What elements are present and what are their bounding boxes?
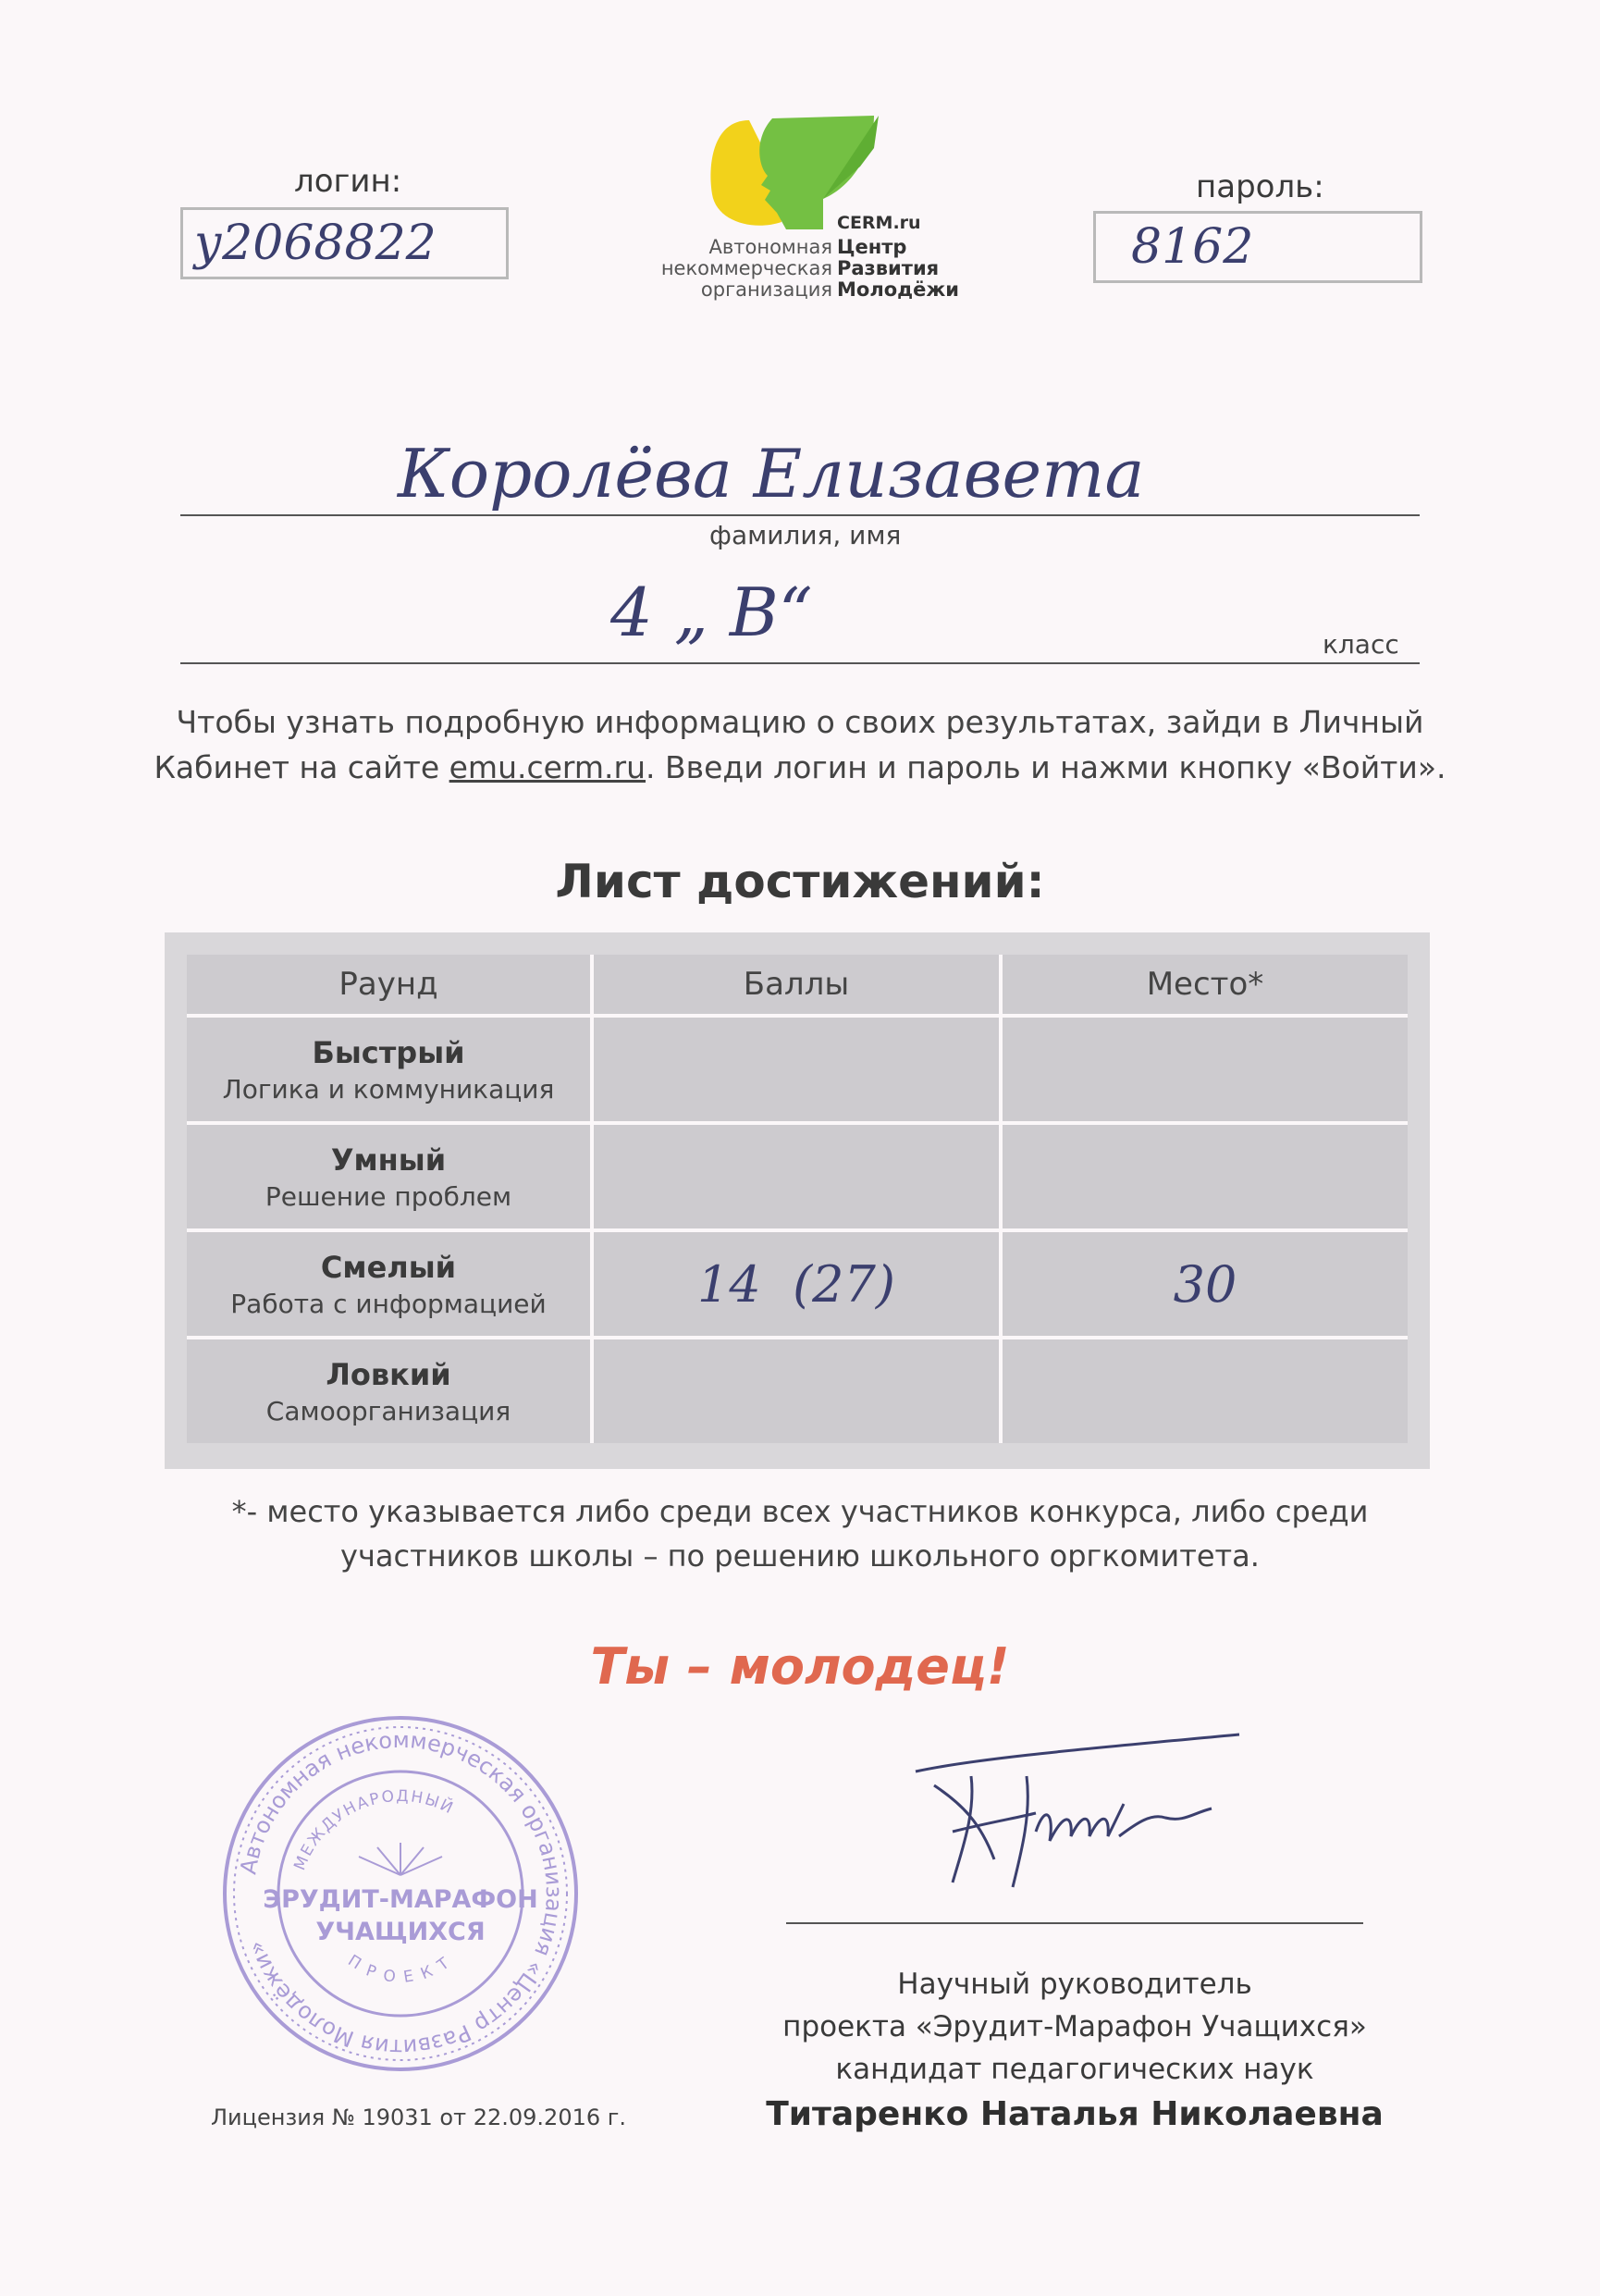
license-text: Лицензия № 19031 от 22.09.2016 г. (211, 2105, 627, 2130)
organization-stamp (220, 1713, 581, 2074)
info-line-2-prefix: Кабинет на сайте (154, 749, 440, 785)
login-label: логин: (294, 163, 402, 200)
round-subtitle: Самоорганизация (265, 1395, 511, 1426)
header-score: Баллы (594, 955, 999, 1014)
svg-text:ПРОЕКТ (344, 1949, 460, 1987)
login-box (180, 207, 509, 279)
signatory-role-line: Научный руководитель (897, 1968, 1252, 2001)
signature-line (786, 1922, 1363, 1924)
place-cell: 30 (1003, 1232, 1408, 1336)
stamp-main-2: УЧАЩИХСЯ (315, 1918, 486, 1946)
class-value: 4 „ В“ (610, 574, 813, 651)
logo-right-line: Молодёжи (837, 278, 959, 301)
score-cell: 14 (27) (594, 1232, 999, 1336)
signatory-name: Титаренко Наталья Николаевна (766, 2095, 1384, 2133)
place-cell (1003, 1339, 1408, 1443)
logo-right-line: Центр (837, 236, 907, 258)
info-line-2 (92, 745, 1508, 790)
stamp-main-1: ЭРУДИТ-МАРАФОН (263, 1885, 538, 1914)
info-text (92, 699, 1508, 790)
round-subtitle: Работа с информацией (230, 1288, 547, 1319)
cheer-text: Ты – молодец! (590, 1637, 1010, 1696)
footnote-line-2: участников школы – по решению школьного оргкомитета. (340, 1538, 1260, 1574)
round-name: Умный (330, 1142, 447, 1178)
stamp-inner-bottom: ПРОЕКТ (344, 1948, 461, 1988)
signatory-role-line: проекта «Эрудит-Марафон Учащихся» (782, 2010, 1367, 2043)
score-cell (594, 1018, 999, 1121)
score-cell (594, 1339, 999, 1443)
stamp-inner-top: МЕЖДУНАРОДНЫЙ (290, 1786, 458, 1873)
class-underline (180, 662, 1420, 664)
name-caption: фамилия, имя (709, 520, 902, 550)
table-row-round (187, 1018, 590, 1121)
signature-icon (906, 1721, 1276, 1896)
cabinet-link[interactable]: emu.cerm.ru (449, 749, 646, 785)
logo-right-line: Развития (837, 257, 940, 279)
info-line-2-suffix: . Введи логин и пароль и нажми кнопку «Войти». (646, 749, 1446, 785)
info-line-1: Чтобы узнать подробную информацию о своих результатах, зайди в Личный (176, 704, 1424, 740)
logo-left-line: некоммерческая (660, 257, 832, 279)
stamp-seal-icon (220, 1713, 581, 2074)
round-subtitle: Решение проблем (265, 1180, 512, 1212)
logo-right-text (837, 237, 959, 301)
name-underline (180, 514, 1420, 516)
password-box (1093, 211, 1422, 283)
round-name: Быстрый (312, 1034, 465, 1070)
sheet-title: Лист достижений: (555, 855, 1045, 908)
logo-left-text (647, 237, 832, 301)
signatory-role-line: кандидат педагогических наук (835, 2053, 1314, 2086)
stamp-outer-text: Автономная некоммерческая организация «Центр Развития Молодёжи» (235, 1726, 568, 2061)
header-round: Раунд (187, 955, 590, 1014)
footnote-line-1: *- место указывается либо среди всех участников конкурса, либо среди (231, 1494, 1369, 1529)
student-name-value: Королёва Елизавета (398, 435, 1145, 512)
header-place: Место* (1003, 955, 1408, 1014)
table-row-round (187, 1232, 590, 1336)
round-name: Смелый (320, 1249, 457, 1285)
round-subtitle: Логика и коммуникация (222, 1073, 555, 1105)
place-cell (1003, 1018, 1408, 1121)
round-name: Ловкий (326, 1356, 451, 1392)
logo-left-line: Автономная (708, 236, 832, 258)
achievements-table (165, 932, 1430, 1469)
login-value: у2068822 (194, 216, 437, 271)
cerm-logo (661, 111, 957, 310)
score-cell (594, 1125, 999, 1228)
logo-left-line: организация (700, 278, 832, 301)
signatory-role (705, 1963, 1445, 2091)
password-label: пароль: (1196, 168, 1324, 205)
table-row-round (187, 1339, 590, 1443)
footnote (0, 1489, 1600, 1578)
logo-brand: CERM.ru (837, 213, 921, 233)
table-row-round (187, 1125, 590, 1228)
place-cell (1003, 1125, 1408, 1228)
password-value: 8162 (1131, 219, 1254, 275)
class-caption: класс (1323, 629, 1399, 660)
